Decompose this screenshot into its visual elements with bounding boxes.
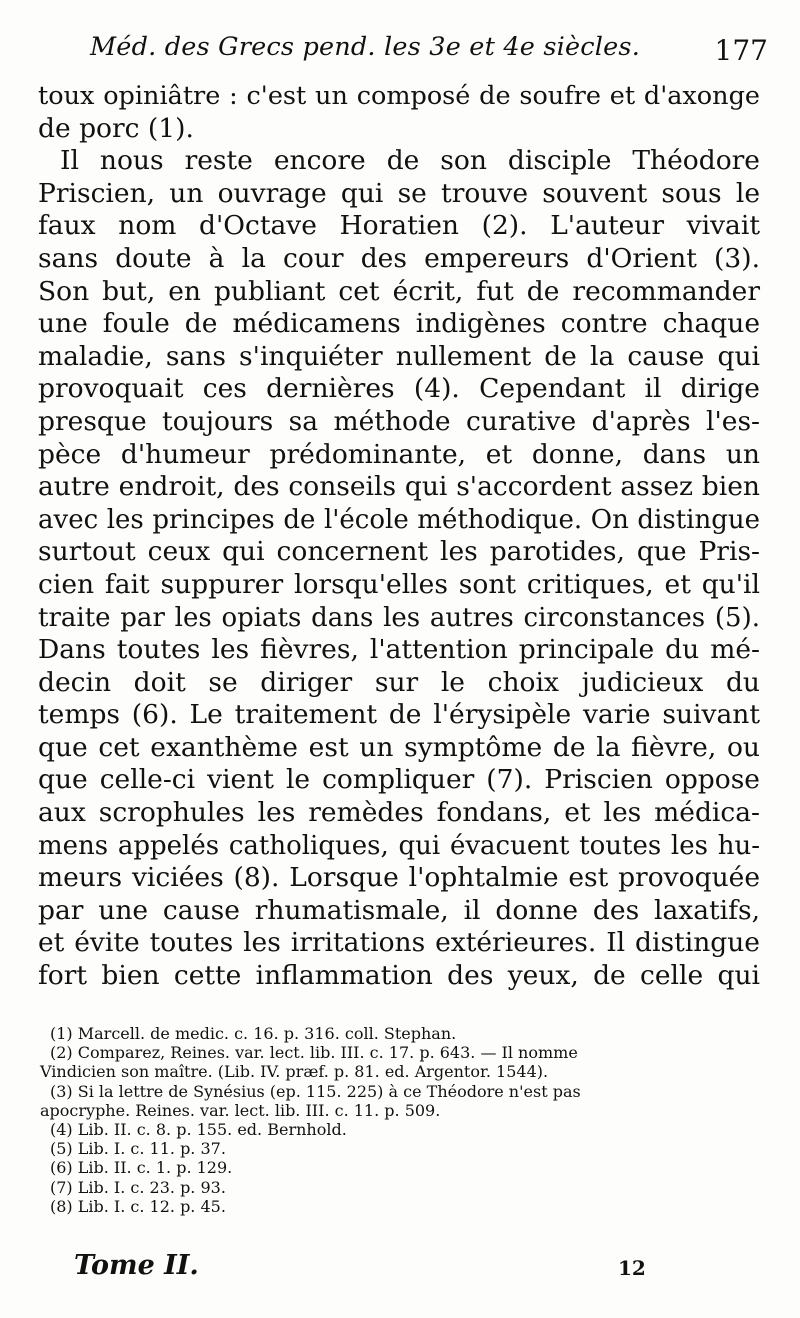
text-line: Dans toutes les fièvres, l'attention principale du mé- xyxy=(38,634,760,666)
text-line: traite par les opiats dans les autres circonstances (5). xyxy=(38,602,760,633)
footnote: (4) Lib. II. c. 8. p. 155. ed. Bernhold. xyxy=(50,1119,347,1139)
text-line: que celle-ci vient le compliquer (7). Priscien oppose xyxy=(38,764,760,796)
text-line: aux scrophules les remèdes fondans, et les médica- xyxy=(38,797,760,829)
text-line: maladie, sans s'inquiéter nullement de la cause qui xyxy=(38,340,760,372)
text-line: avec les principes de l'école méthodique. On distingue xyxy=(38,504,760,535)
text-line: faux nom d'Octave Horatien (2). L'auteur vivait xyxy=(38,210,760,242)
body-text xyxy=(38,80,760,993)
text-line: fort bien cette inflammation des yeux, de celle qui xyxy=(38,960,760,992)
signature-mark: 12 xyxy=(618,1256,646,1280)
text-line: autre endroit, des conseils qui s'accordent assez bien xyxy=(38,471,760,503)
text-line: cien fait suppurer lorsqu'elles sont critiques, et qu'il xyxy=(38,568,760,600)
text-line: surtout ceux qui concernent les parotides, que Pris- xyxy=(38,536,760,568)
footnote: (7) Lib. I. c. 23. p. 93. xyxy=(50,1177,226,1197)
running-head xyxy=(40,28,768,78)
text-line: toux opiniâtre : c'est un composé de soufre et d'axonge xyxy=(38,81,760,111)
footnote: (3) Si la lettre de Synésius (ep. 115. 225) à ce Théodore n'est pas xyxy=(50,1081,581,1101)
footnote: (2) Comparez, Reines. var. lect. lib. III. c. 17. p. 643. — Il nomme xyxy=(50,1043,578,1063)
text-line: de porc (1). xyxy=(38,112,194,144)
text-line: meurs viciées (8). Lorsque l'ophtalmie est provoquée xyxy=(38,862,760,894)
text-line: Priscien, un ouvrage qui se trouve souvent sous le xyxy=(38,177,760,209)
running-title: Méd. des Grecs pend. les 3e et 4e siècles. xyxy=(90,32,641,62)
text-line: provoquait ces dernières (4). Cependant il dirige xyxy=(38,373,760,405)
text-line: mens appelés catholiques, qui évacuent toutes les hu- xyxy=(38,830,760,861)
text-line: sans doute à la cour des empereurs d'Orient (3). xyxy=(38,242,760,274)
text-line: Il nous reste encore de son disciple Théodore xyxy=(60,145,760,177)
footnote: (8) Lib. I. c. 12. p. 45. xyxy=(50,1196,226,1216)
footnote: (6) Lib. II. c. 1. p. 129. xyxy=(50,1158,233,1178)
text-line: decin doit se diriger sur le choix judicieux du xyxy=(38,666,760,698)
text-line: que cet exanthème est un symptôme de la fièvre, ou xyxy=(38,731,760,763)
footnote: (1) Marcell. de medic. c. 16. p. 316. coll. Stephan. xyxy=(50,1024,457,1043)
footnotes xyxy=(40,1024,760,1216)
text-line: par une cause rhumatismale, il donne des laxatifs, xyxy=(38,894,760,926)
volume-label: Tome II. xyxy=(74,1250,199,1281)
text-line: et évite toutes les irritations extérieures. Il distingue xyxy=(38,927,760,959)
page-number: 177 xyxy=(714,34,768,67)
text-line: presque toujours sa méthode curative d'après l'es- xyxy=(38,405,760,437)
text-line: pèce d'humeur prédominante, et donne, dans un xyxy=(38,438,760,470)
footnote-continuation: Vindicien son maître. (Lib. IV. præf. p. 81. ed. Argentor. 1544). xyxy=(40,1062,549,1082)
footnote: (5) Lib. I. c. 11. p. 37. xyxy=(50,1139,226,1159)
text-line: une foule de médicamens indigènes contre chaque xyxy=(38,308,760,340)
text-line: Son but, en publiant cet écrit, fut de recommander xyxy=(38,275,760,307)
footnote-continuation: apocryphe. Reines. var. lect. lib. III. c. 11. p. 509. xyxy=(40,1100,441,1120)
text-line: temps (6). Le traitement de l'érysipèle varie suivant xyxy=(38,699,760,731)
